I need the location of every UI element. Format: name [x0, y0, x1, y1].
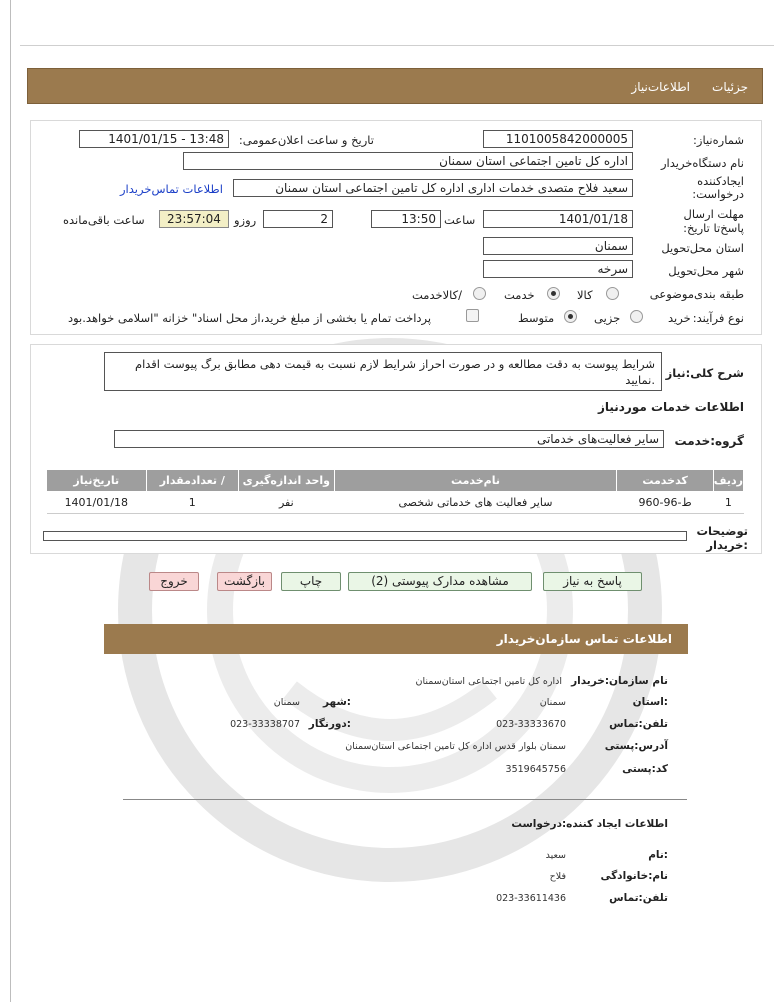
services-title: اطلاعات خدمات موردنیاز [597, 400, 744, 414]
category-goods-label: کالا [577, 288, 593, 302]
creator-family-value: فلاح [549, 871, 566, 882]
creator-field: سعید فلاح متصدی خدمات اداری اداره کل تامین اجتماعی استان سمنان [233, 179, 633, 197]
category-service-label: خدمت [504, 288, 535, 302]
buyer-field: اداره کل تامین اجتماعی استان سمنان [183, 152, 633, 170]
buyer-notes-label: توضیحات :خریدار [696, 524, 748, 552]
contact-city-label: :شهر [323, 696, 351, 708]
city-label: شهر محل‌تحویل [668, 264, 744, 278]
cell-code: ط-96-960 [617, 492, 713, 514]
deadline-label: مهلت ارسال پاسخ‌تا تاریخ: [683, 207, 744, 235]
contact-fax-value: 023-33338707 [230, 719, 300, 730]
page-header [27, 68, 763, 104]
process-medium-label: متوسط [518, 311, 555, 325]
reply-button[interactable]: پاسخ به نیاز [543, 572, 642, 591]
creator-info-title: اطلاعات ایجاد کننده:درخواست [511, 818, 668, 830]
exit-button[interactable]: خروج [149, 572, 199, 591]
days-field: 2 [263, 210, 333, 228]
contact-postal-value: 3519645756 [505, 764, 566, 775]
contact-city-value: سمنان [273, 697, 300, 708]
treasury-payment-checkbox[interactable] [466, 309, 479, 322]
province-label: استان محل‌تحویل [661, 241, 744, 255]
contact-province-label: :استان [632, 696, 668, 708]
treasury-payment-note: پرداخت تمام یا بخشی از مبلغ خرید،از محل اسناد" خزانه "اسلامی خواهد.بود [68, 311, 432, 325]
cell-date: 1401/01/18 [47, 492, 147, 514]
city-field: سرخه [483, 260, 633, 278]
print-button[interactable]: چاپ [281, 572, 341, 591]
deadline-time-field: 13:50 [371, 210, 441, 228]
tab-details[interactable]: جزئیات [712, 80, 748, 94]
col-row: ردیف [713, 470, 743, 492]
cell-row: 1 [713, 492, 743, 514]
need-number-field: 1101005842000005 [483, 130, 633, 148]
creator-name-value: سعید [545, 850, 566, 861]
province-field: سمنان [483, 237, 633, 255]
deadline-date-field: 1401/01/18 [483, 210, 633, 228]
day-label: روزو [234, 213, 257, 227]
buyer-contact-title: اطلاعات تماس سازمان‌خریدار [496, 632, 672, 646]
description-label: شرح کلی:نیاز [665, 366, 744, 380]
creator-label: ایجادکننده درخواست: [692, 174, 744, 201]
category-both-radio[interactable] [473, 287, 486, 300]
contact-divider [123, 799, 687, 800]
col-quantity: / تعدادمقدار [146, 470, 239, 492]
category-service-radio[interactable] [547, 287, 560, 300]
service-group-field: سایر فعالیت‌های خدماتی [114, 430, 664, 448]
contact-address-value: سمنان بلوار قدس اداره کل تامین اجتماعی استان‌سمنان [345, 741, 566, 752]
view-attachments-button[interactable]: مشاهده مدارک پیوستی (2) [348, 572, 532, 591]
buyer-label: نام دستگاه‌خریدار [660, 156, 744, 170]
left-border [10, 0, 11, 1002]
top-divider [20, 45, 774, 46]
creator-phone-value: 023-33611436 [496, 893, 566, 904]
col-date: تاریخ‌نیاز [47, 470, 147, 492]
category-both-label: /کالاخدمت [412, 288, 463, 302]
col-name: نام‌خدمت [334, 470, 617, 492]
table-header-row [47, 470, 744, 492]
creator-name-label: :نام [648, 849, 668, 861]
remaining-label: ساعت باقی‌مانده [63, 213, 145, 227]
services-table [46, 469, 744, 514]
service-group-label: گروه:خدمت [674, 434, 744, 448]
need-number-label: شماره‌نیاز: [693, 133, 744, 147]
time-label: ساعت [444, 213, 476, 227]
creator-phone-label: تلفن:تماس [609, 892, 668, 904]
buyer-contact-link[interactable]: اطلاعات تماس‌خریدار [120, 182, 223, 196]
table-row [47, 492, 744, 514]
category-goods-radio[interactable] [606, 287, 619, 300]
contact-address-label: آدرس:پستی [604, 740, 668, 752]
remaining-time: 23:57:04 [159, 210, 229, 228]
tab-need-info[interactable]: اطلاعات‌نیاز [631, 80, 690, 94]
cell-quantity: 1 [146, 492, 239, 514]
announce-field: 1401/01/15 - 13:48 [79, 130, 229, 148]
org-label: نام سازمان:خریدار [571, 675, 668, 687]
creator-family-label: نام:خانوادگی [600, 870, 668, 882]
contact-province-value: سمنان [539, 697, 566, 708]
cell-unit: نفر [239, 492, 335, 514]
buyer-contact-header [104, 624, 688, 654]
contact-phone-value: 023-33333670 [496, 719, 566, 730]
description-field: شرایط پیوست به دقت مطالعه و در صورت احراز شرایط لازم نسبت به قیمت دهی مطابق برگ پیوست اقدام .نمایید [104, 352, 662, 391]
process-minor-label: جزیی [594, 311, 621, 325]
org-value: اداره کل تامین اجتماعی استان‌سمنان [415, 676, 562, 687]
contact-postal-label: کد:پستی [622, 763, 668, 775]
cell-name: سایر فعالیت های خدماتی شخصی [334, 492, 617, 514]
contact-phone-label: تلفن:تماس [609, 718, 668, 730]
announce-label: تاریخ و ساعت اعلان‌عمومی: [238, 133, 374, 147]
buyer-notes-field [43, 531, 687, 541]
col-code: کدخدمت [617, 470, 713, 492]
process-minor-radio[interactable] [630, 310, 643, 323]
col-unit: واحد اندازه‌گیری [239, 470, 335, 492]
process-medium-radio[interactable] [564, 310, 577, 323]
process-label: نوع فرآیند: [692, 311, 744, 325]
contact-fax-label: :دورنگار [308, 718, 351, 730]
category-label: طبقه بندی‌موضوعی [649, 287, 744, 301]
back-button[interactable]: بازگشت [217, 572, 272, 591]
process-buy-label: خرید [668, 311, 691, 325]
